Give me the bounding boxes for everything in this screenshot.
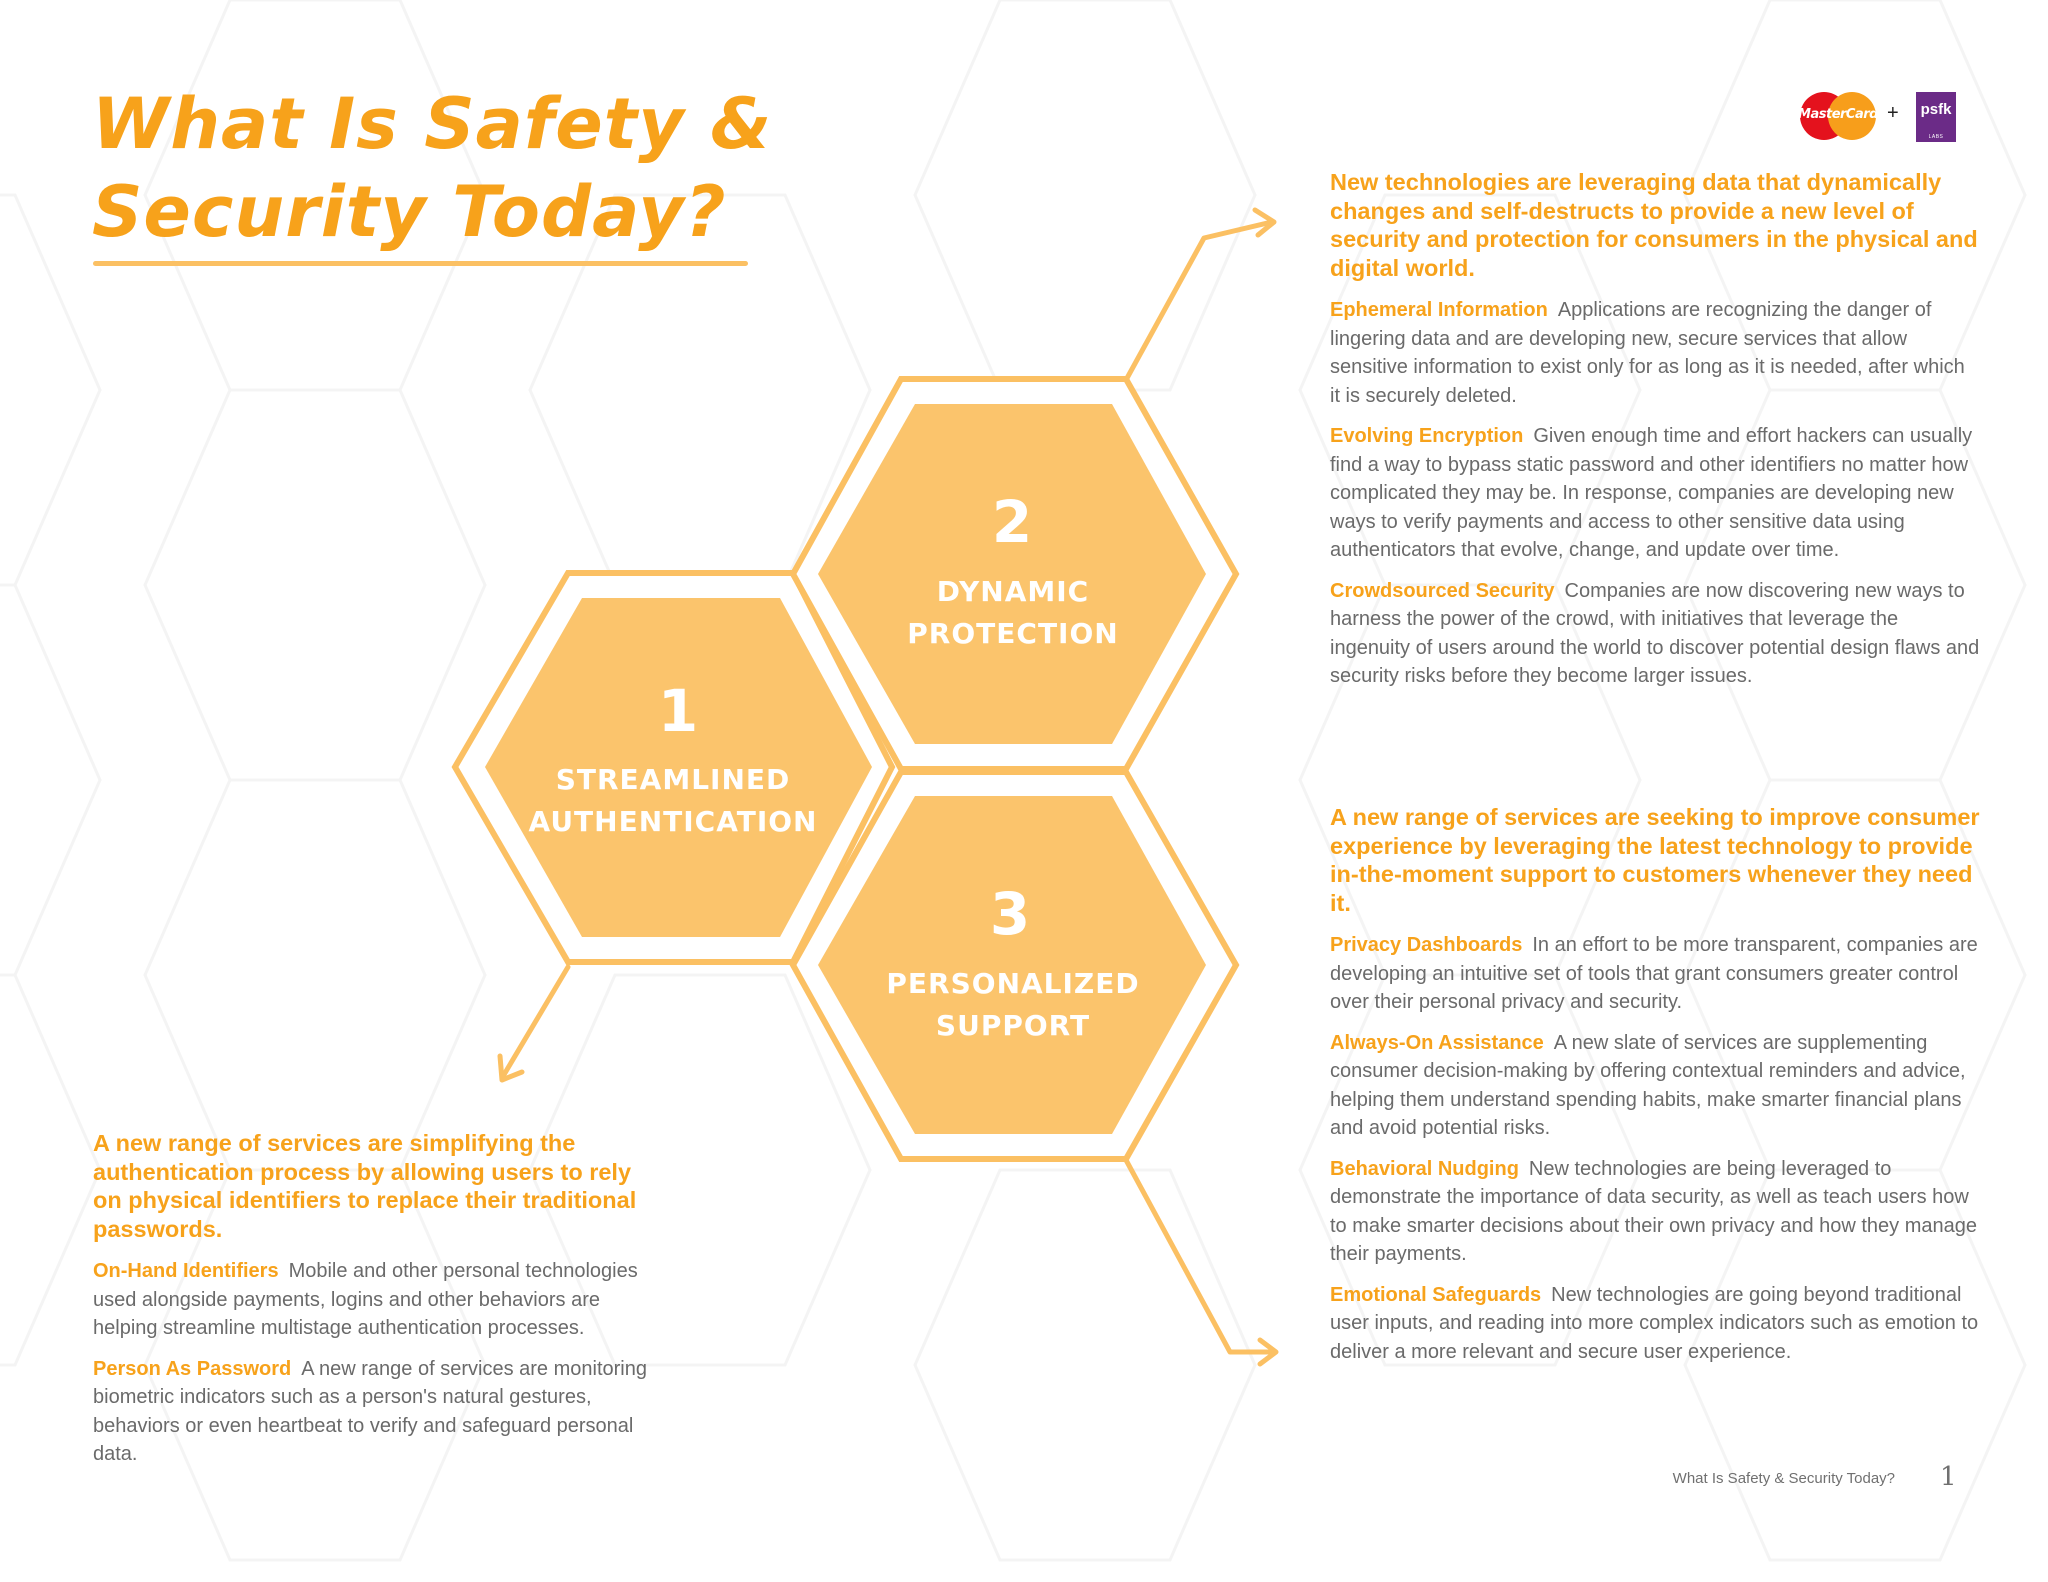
item-label: Privacy Dashboards: [1330, 934, 1523, 956]
section-protection: [1330, 168, 1980, 703]
item-text: A new slate of services are supplementing consumer decision-making by offering contextual reminders and advice, helping them understand spending habits, make smarter financial plans and avoid potential risks.: [1330, 1031, 1966, 1139]
item-text: In an effort to be more transparent, companies are developing an intuitive set of tools that grant consumers greater control over their personal privacy and security.: [1330, 934, 1978, 1013]
item-text: New technologies are being leveraged to demonstrate the importance of data security, as well as teach users how to make smarter decisions about their own privacy and how they manage their payments.: [1330, 1157, 1978, 1265]
connector-arrow-protection: [1126, 210, 1274, 380]
page-number: 1: [1940, 1462, 1957, 1492]
page-title-line-2: Security Today?: [92, 171, 727, 253]
hexagon-2-label-line-1: DYNAMIC: [936, 575, 1090, 608]
hexagon-2-number: 2: [991, 488, 1033, 556]
section-authentication-intro: A new range of services are simplifying the authentication process by allowing users to rely on physical identifiers to replace their traditional passwords.: [93, 1130, 637, 1242]
psfk-wordmark: psfk: [1920, 101, 1952, 118]
item-label: Always-On Assistance: [1330, 1031, 1544, 1054]
hexagon-3-number: 3: [989, 880, 1031, 948]
item-on-hand-identifiers: [93, 1257, 653, 1343]
item-ephemeral-information: [1330, 296, 1980, 410]
item-text: Companies are now discovering new ways to harness the power of the crowd, with initiatives that leverage the ingenuity of users around the world to discover potential design flaws and security risks before they become larger issues.: [1330, 579, 1980, 687]
page-title-line-1: What Is Safety &: [92, 83, 773, 165]
hexagon-3-label-line-1: PERSONALIZED: [886, 967, 1140, 1000]
section-authentication: [93, 1129, 653, 1481]
item-privacy-dashboards: [1330, 931, 1980, 1017]
item-label: Ephemeral Information: [1330, 299, 1548, 321]
item-label: Emotional Safeguards: [1330, 1283, 1542, 1306]
hexagon-1-label-line-1: STREAMLINED: [555, 763, 791, 796]
item-evolving-encryption: [1330, 422, 1980, 565]
footer-title: What Is Safety & Security Today?: [1672, 1470, 1895, 1487]
item-text: Applications are recognizing the danger of lingering data and are developing new, secure services that allow sensitive information to exist only for as long as it is needed, after which it is securely deleted.: [1330, 299, 1965, 407]
item-person-as-password: [93, 1355, 653, 1469]
section-support: [1330, 803, 1980, 1378]
item-label: On-Hand Identifiers: [93, 1260, 279, 1282]
item-emotional-safeguards: [1330, 1281, 1980, 1367]
item-behavioral-nudging: [1330, 1155, 1980, 1269]
item-text: Mobile and other personal technologies used alongside payments, logins and other behaviors are helping streamline multistage authentication processes.: [93, 1260, 638, 1339]
section-support-intro: A new range of services are seeking to improve consumer experience by leveraging the latest technology to provide in-the-moment support to customers whenever they need it.: [1330, 804, 1980, 916]
item-always-on-assistance: [1330, 1029, 1980, 1143]
item-crowdsourced-security: [1330, 577, 1980, 691]
item-text: A new range of services are monitoring biometric indicators such as a person's natural gestures, behaviors or even heartbeat to verify and safeguard personal data.: [93, 1357, 647, 1465]
item-text: Given enough time and effort hackers can usually find a way to bypass static password and other identifiers no matter how complicated they may be. In response, companies are developing new ways to verify payments and access to other sensitive data using authenticators that evolve, change, and update over time.: [1330, 425, 1973, 561]
hexagon-1-number: 1: [657, 677, 699, 745]
hexagon-2-label-line-2: PROTECTION: [907, 617, 1119, 650]
logo-plus-sign: +: [1887, 102, 1899, 124]
item-label: Crowdsourced Security: [1330, 579, 1555, 602]
hexagon-3-label-line-2: SUPPORT: [935, 1009, 1091, 1042]
item-label: Person As Password: [93, 1357, 292, 1380]
connector-arrow-authentication: [500, 967, 568, 1080]
item-label: Behavioral Nudging: [1330, 1157, 1519, 1180]
mastercard-wordmark: MasterCard: [1798, 107, 1878, 122]
hexagon-1-label-line-2: AUTHENTICATION: [528, 805, 818, 838]
connector-arrow-support: [1126, 1160, 1276, 1364]
section-protection-intro: New technologies are leveraging data that dynamically changes and self-destructs to provide a new level of security and protection for consumers in the physical and digital world.: [1330, 169, 1978, 281]
item-text: New technologies are going beyond traditional user inputs, and reading into more complex indicators such as emotion to deliver a more relevant and secure user experience.: [1330, 1283, 1979, 1363]
item-label: Evolving Encryption: [1330, 425, 1524, 447]
psfk-labs-sub: LABS: [1928, 134, 1944, 140]
